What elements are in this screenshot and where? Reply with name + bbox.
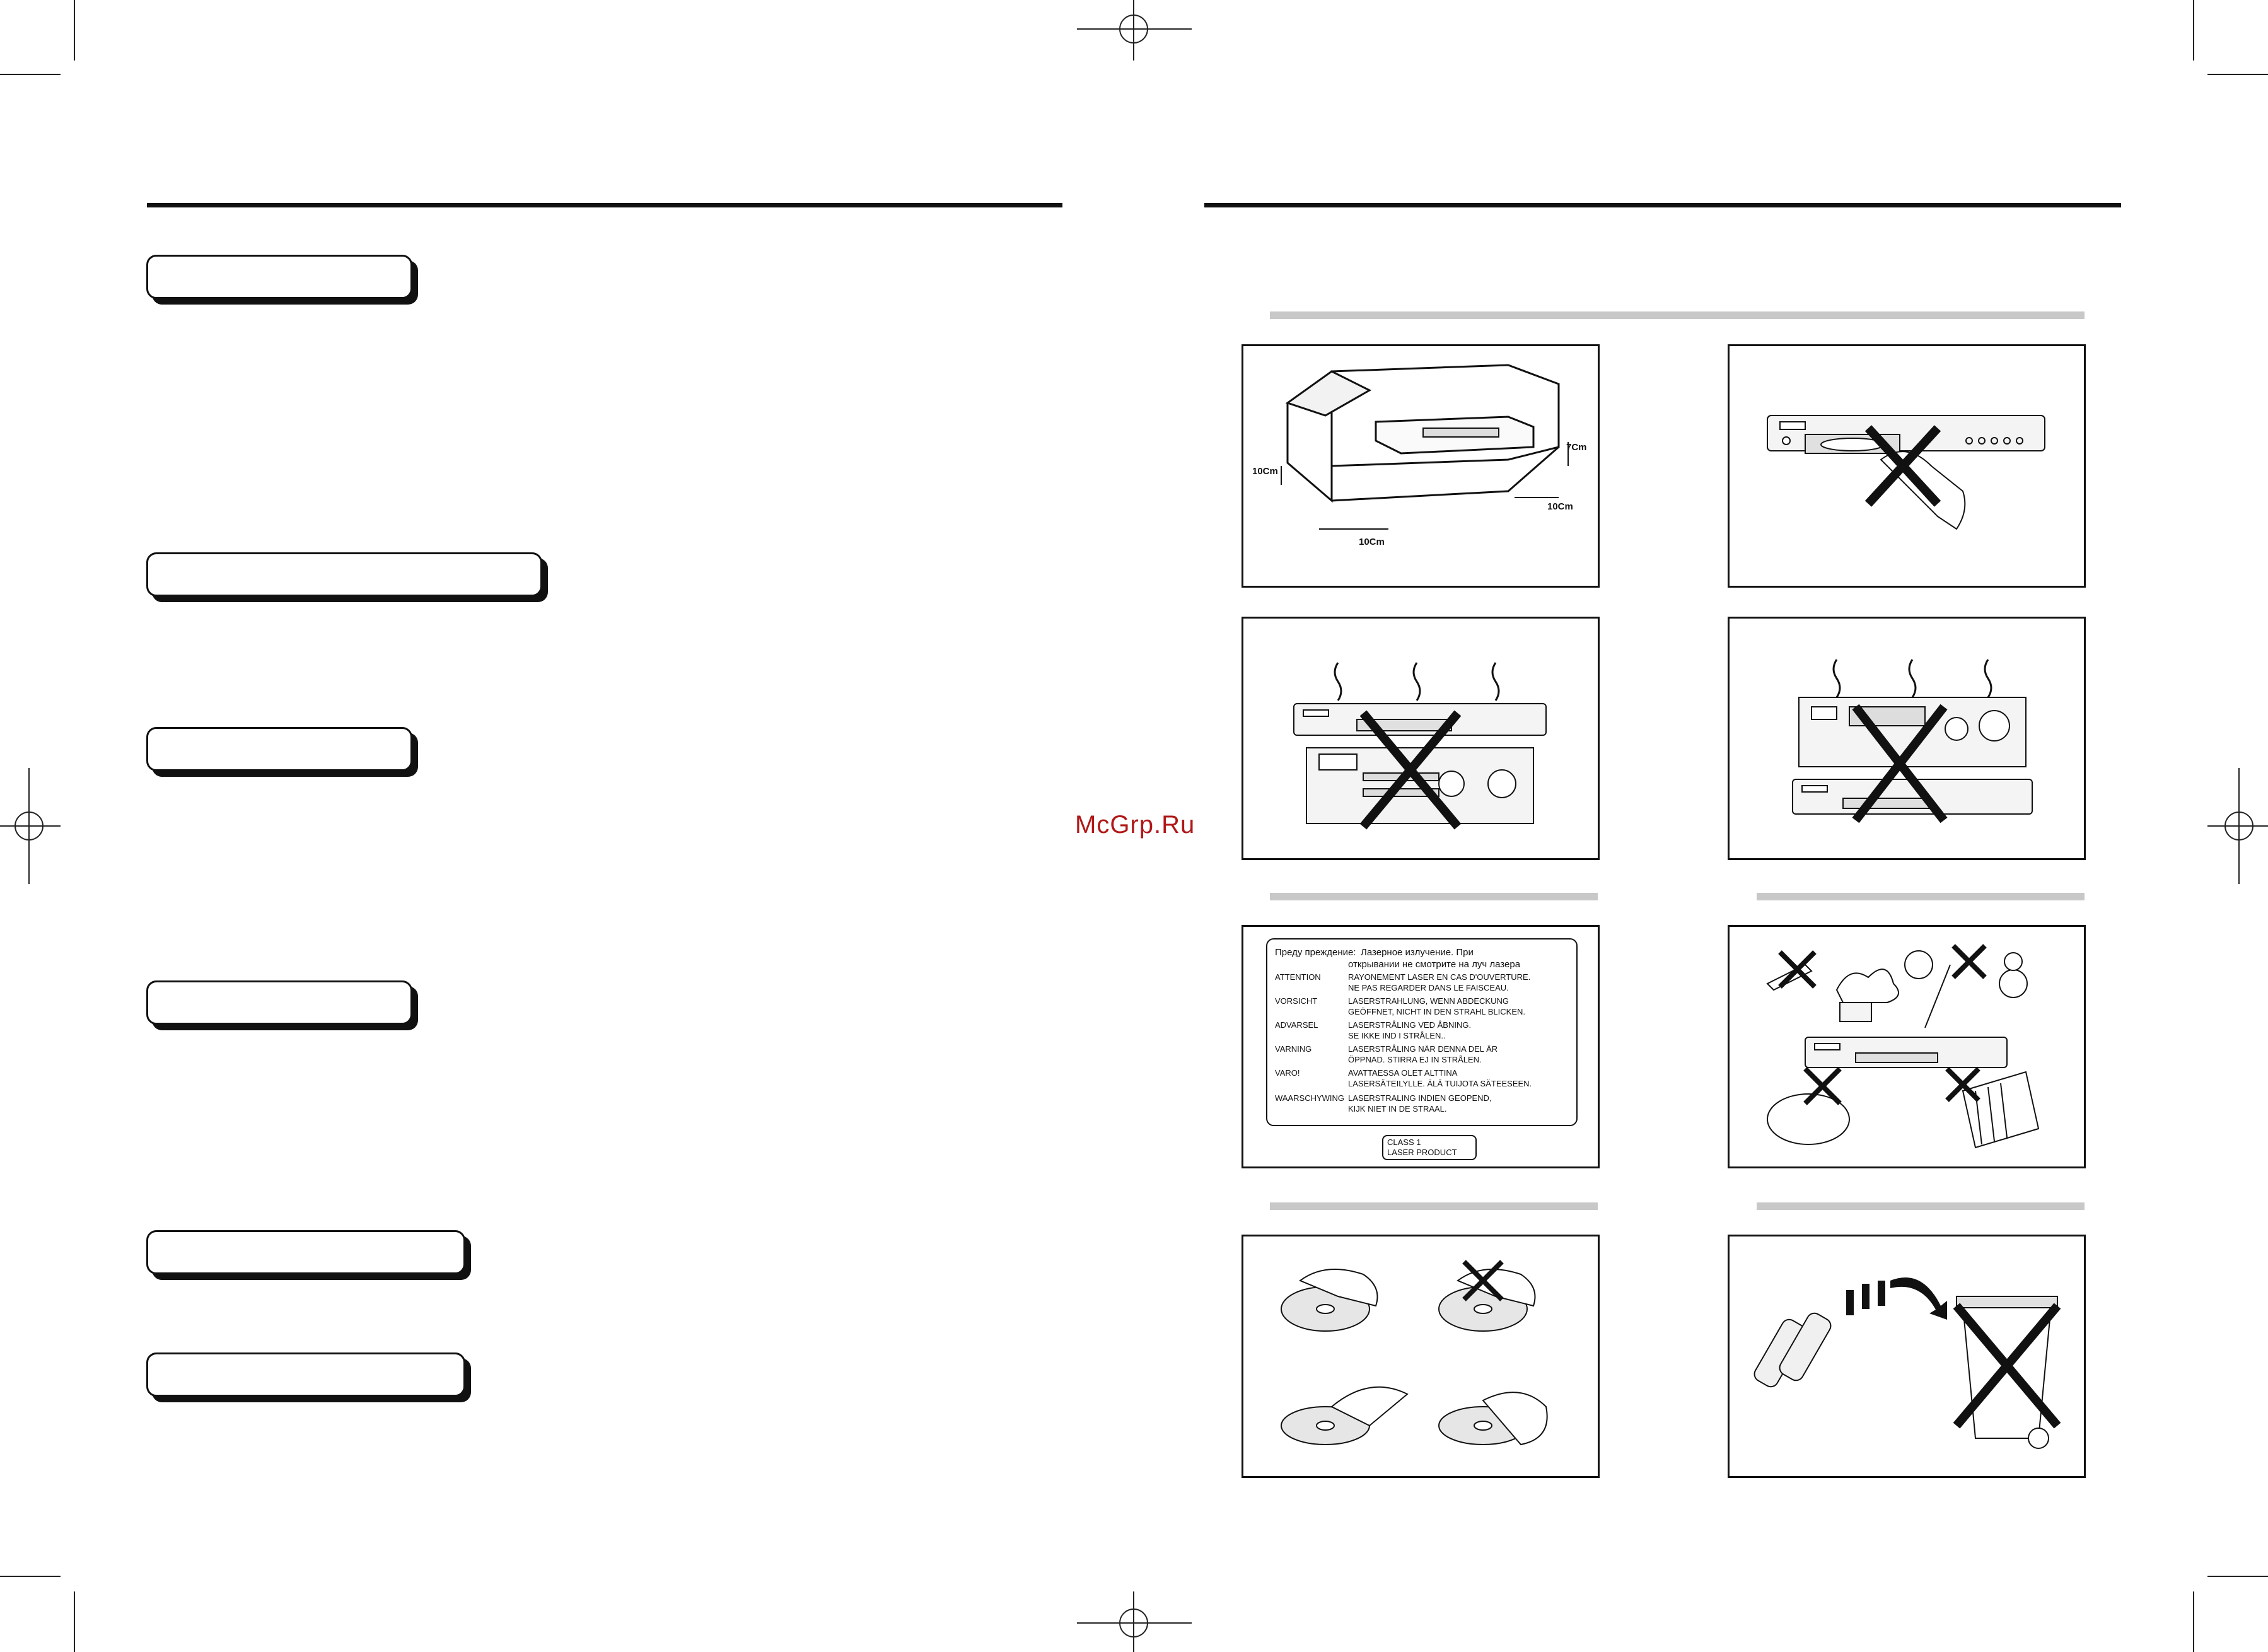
- section-heading-tab-6: [146, 1352, 465, 1397]
- hazards-illustration: [1730, 927, 2084, 1166]
- laser-row-key: VORSICHT: [1275, 996, 1318, 1006]
- laser-row-line: ÖPPNAD. STIRRA EJ IN STRÅLEN.: [1348, 1055, 1482, 1064]
- no-stacking-on-amplifier-panel: [1242, 617, 1600, 860]
- class-1-laser-badge: [1382, 1135, 1477, 1160]
- battery-disposal-panel: [1728, 1235, 2086, 1478]
- disc-handling-illustration: [1243, 1236, 1598, 1476]
- laser-row-line: GEÖFFNET, NICHT IN DEN STRAHL BLICKEN.: [1348, 1007, 1525, 1016]
- watermark: McGrp.Ru: [1075, 811, 1195, 839]
- section-bar-low-right: [1757, 1202, 2085, 1210]
- stacked-amplifier-illustration: [1730, 619, 2084, 858]
- laser-row-key: VARO!: [1275, 1068, 1300, 1078]
- laser-row-key: VARNING: [1275, 1044, 1312, 1054]
- class-line: CLASS 1: [1387, 1137, 1421, 1147]
- laser-row-key: WAARSCHYWING: [1275, 1093, 1345, 1103]
- laser-row-line: AVATTAESSA OLET ALTTINA: [1348, 1068, 1458, 1078]
- laser-row-line: LASERSTRALING INDIEN GEOPEND,: [1348, 1093, 1492, 1103]
- placement-hazards-panel: [1728, 925, 2086, 1168]
- laser-row-line: LASERSTRÅLING VED ÅBNING.: [1348, 1020, 1472, 1030]
- no-hand-in-tray-panel: [1728, 344, 2086, 588]
- class-line: LASER PRODUCT: [1387, 1148, 1457, 1157]
- left-page-rule: [147, 203, 1062, 207]
- disc-handling-panel: [1242, 1235, 1600, 1478]
- section-heading-tab-4: [146, 980, 412, 1025]
- right-page-rule: [1204, 203, 2121, 207]
- clearance-label-top: 7Cm: [1566, 442, 1587, 453]
- laser-row-line: RAYONEMENT LASER EN CAS D'OUVERTURE.: [1348, 972, 1531, 982]
- clearance-label-left: 10Cm: [1252, 466, 1278, 477]
- laser-row-line: SE IKKE IND I STRÅLEN..: [1348, 1031, 1446, 1040]
- laser-row-line: LASERSTRAHLUNG, WENN ABDECKUNG: [1348, 996, 1509, 1006]
- section-heading-tab-2: [146, 552, 542, 596]
- laser-heading-ru-2: Лазерное излучение. При: [1361, 947, 1474, 958]
- laser-row-line: NE PAS REGARDER DANS LE FAISCEAU.: [1348, 983, 1509, 992]
- section-bar-top: [1270, 311, 2085, 319]
- player-hand-illustration: [1730, 346, 2084, 586]
- laser-warning-panel: [1242, 925, 1600, 1168]
- laser-line-ru: открывании не смотрите на луч лазера: [1348, 959, 1521, 970]
- section-bar-mid-right: [1757, 893, 2085, 900]
- laser-row-line: LASERSÄTEILYLLE. ÄLÄ TUIJOTA SÄTEESEEN.: [1348, 1079, 1532, 1088]
- ventilation-diagram-panel: [1242, 344, 1600, 588]
- section-bar-mid-left: [1270, 893, 1598, 900]
- section-heading-tab-3: [146, 727, 412, 771]
- stacked-player-illustration: [1243, 619, 1598, 858]
- laser-row-key: ADVARSEL: [1275, 1020, 1318, 1030]
- laser-row-line: LASERSTRÅLING NÄR DENNA DEL ÄR: [1348, 1044, 1498, 1054]
- battery-bin-illustration: [1730, 1236, 2084, 1476]
- clearance-label-right: 10Cm: [1547, 501, 1573, 512]
- no-amplifier-on-player-panel: [1728, 617, 2086, 860]
- laser-row-line: KIJK NIET IN DE STRAAL.: [1348, 1104, 1447, 1114]
- laser-row-key: ATTENTION: [1275, 972, 1321, 982]
- clearance-label-bottom: 10Cm: [1359, 537, 1385, 547]
- cabinet-illustration: [1243, 346, 1598, 586]
- section-bar-low-left: [1270, 1202, 1598, 1210]
- laser-heading-ru-1: Преду преждение:: [1275, 947, 1356, 958]
- section-heading-tab-1: [146, 255, 412, 299]
- section-heading-tab-5: [146, 1230, 465, 1274]
